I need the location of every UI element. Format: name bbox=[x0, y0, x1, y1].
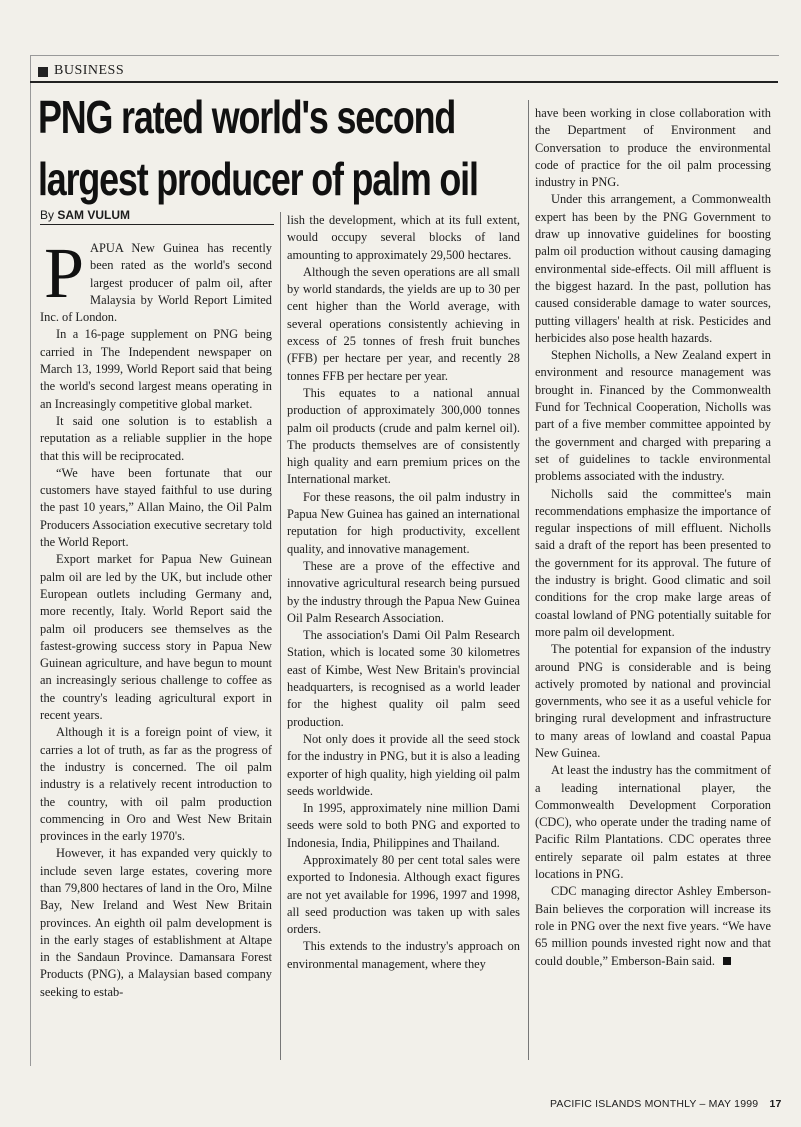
paragraph: It said one solution is to establish a reputation as a reliable supplier in the hope that this will be reciprocated. bbox=[40, 413, 272, 463]
byline bbox=[40, 208, 274, 225]
page-footer bbox=[550, 1098, 782, 1110]
paragraph: Under this arrangement, a Commonwealth expert has been by the PNG Government to draw up innovative guidelines for boosting palm oil production without causing damaging environmental side-effects. Oil mill affluent is the biggest hazard. In the past, pollution has caused considerable damage to water sources, putting villagers' health at risk. Pesticides and herbicides also pose health hazards. bbox=[535, 192, 771, 345]
paragraph-text: CDC managing director Ashley Emberson-Bain believes the corporation will increase its role in PNG over the next five years. “We have 65 million pounds invested right now and that could double,” Emberson-Bain said. bbox=[535, 884, 771, 968]
paragraph: have been working in close collaboration with the Department of Environment and Conversation to produce the environmental code of practice for the oil palm processing industry in PNG. bbox=[535, 106, 771, 190]
paragraph: Not only does it provide all the seed stock for the industry in PNG, but it is also a leading exporter of high quality, high yielding oil palm seeds worldwide. bbox=[287, 731, 520, 798]
paragraph: lish the development, which at its full extent, would occupy several blocks of land amounting to approximately 29,500 hectares. bbox=[287, 213, 520, 262]
byline-prefix: By bbox=[40, 208, 55, 222]
headline-line-1: PNG rated world's second bbox=[38, 91, 456, 143]
page-number: 17 bbox=[769, 1098, 782, 1110]
paragraph: However, it has expanded very quickly to include seven large estates, covering more than 79,800 hectares of land in the Oro, Milne Bay, New Ireland and West New Britain provinces. An eighth oil palm development is in the early stages of establishment at Altape in the Sandaun Province. Damansara Forest Products (PNG), a Malaysian based company seeking to estab- bbox=[40, 846, 272, 999]
section-header bbox=[30, 63, 778, 83]
paragraph: Export market for Papua New Guinean palm oil are led by the UK, but include other European outlets including Germany and, more recently, Italy. World Report said the palm oil producers see themselves as the fastest-growing success story in Papua New Guinean agriculture, and have begun to mount an increasingly serious challenge to coffee as the country's leading agricultural export in recent years. bbox=[40, 552, 272, 723]
paragraph: Approximately 80 per cent total sales were exported to Indonesia. Although exact figures are not yet available for 1996, 1997 and 1998, all seed production was taken up with sales orders. bbox=[287, 852, 520, 937]
paragraph: This equates to a national annual production of approximately 300,000 tonnes palm oil products (crude and palm kernel oil). The products themselves are of consistently high quality and earn premium prices on the International market. bbox=[287, 385, 520, 487]
drop-cap: P bbox=[44, 233, 85, 313]
paragraph: Stephen Nicholls, a New Zealand expert in environment and resource management was brought in. Financed by the Commonwealth Fund for Technical Cooperation, Nicholls was part of a five member committee appointed by the government and charged with preparing a set of guidelines to tackle environmental problems associated with the industry. bbox=[535, 348, 771, 484]
paragraph: At least the industry has the commitment of a leading international player, the Commonwealth Development Corporation (CDC), who operate under the trading name of Pacific Rilm Plantations. CDC operates three entirely separate oil palm estates at three locations in PNG. bbox=[535, 763, 771, 882]
paragraph: Although the seven operations are all small by world standards, the yields are up to 30 per cent higher than the World average, with several operations consistently achieving in excess of 25 tonnes of fresh fruit bunches (FFB) per hectare per year, and recently 28 tonnes FFB per hectare per year. bbox=[287, 264, 520, 383]
paragraph: These are a prove of the effective and innovative agricultural research being pursued by the industry through the Papua New Guinea Oil Palm Research Association. bbox=[287, 558, 520, 625]
publication-name: PACIFIC ISLANDS MONTHLY – MAY 1999 bbox=[550, 1098, 759, 1110]
column-divider bbox=[528, 100, 529, 1060]
section-marker-icon bbox=[38, 67, 48, 77]
paragraph: Although it is a foreign point of view, it carries a lot of truth, as far as the progress of the industry is concerned. The oil palm industry is a relatively recent introduction to the country, with oil palm production commencing in Oro and West New Britain provinces in the early 1970's. bbox=[40, 725, 272, 844]
paragraph: In a 16-page supplement on PNG being carried in The Independent newspaper on March 13, 1999, World Report said that being the world's second largest means operating in an Increasingly competitive global market. bbox=[40, 327, 272, 411]
paragraph bbox=[40, 233, 272, 326]
section-label: BUSINESS bbox=[54, 63, 125, 78]
end-mark-icon bbox=[723, 957, 731, 965]
headline bbox=[38, 86, 506, 210]
byline-author: SAM VULUM bbox=[57, 208, 131, 222]
article-column-1 bbox=[40, 233, 272, 1001]
article-column-3 bbox=[535, 105, 771, 970]
paragraph: This extends to the industry's approach on environmental management, where they bbox=[287, 939, 520, 971]
paragraph bbox=[535, 883, 771, 969]
paragraph: For these reasons, the oil palm industry in Papua New Guinea has gained an international reputation for high productivity, excellent quality, and innovative management. bbox=[287, 489, 520, 556]
paragraph-text: APUA New Guinea has recently been rated as the world's second largest producer of palm oil, after Malaysia by World Report Limited Inc. of London. bbox=[40, 241, 272, 325]
paragraph: “We have been fortunate that our customers have stayed faithful to use during the past 10 years,” Allan Maino, the Oil Palm Producers Association executive secretary told the World Report. bbox=[40, 465, 272, 550]
column-divider bbox=[280, 212, 281, 1060]
paragraph: The association's Dami Oil Palm Research Station, which is located some 30 kilometres east of Kimbe, West New Britain's provincial headquarters, is recognised as a world leader for the highest quality oil palm seed production. bbox=[287, 628, 520, 729]
paragraph: In 1995, approximately nine million Dami seeds were sold to both PNG and exported to Indonesia, India, Philippines and Thailand. bbox=[287, 801, 520, 850]
headline-line-2: largest producer of palm oil bbox=[38, 153, 478, 205]
paragraph: Nicholls said the committee's main recommendations emphasize the importance of regular inspections of mill effluent. Nicholls said a draft of the report has been presented to the government for its approval. The future of the industry is bright. Good climatic and soil conditions for the crop make large areas of coastal lowland of PNG potentially suitable for more palm oil development. bbox=[535, 486, 771, 639]
article-column-2 bbox=[287, 212, 520, 973]
paragraph: The potential for expansion of the industry around PNG is considerable and is being actively promoted by national and provincial governments, who see it as a useful vehicle for bringing rural development and infrastructure to many areas of lowland and coastal Papua New Guinea. bbox=[535, 642, 771, 760]
